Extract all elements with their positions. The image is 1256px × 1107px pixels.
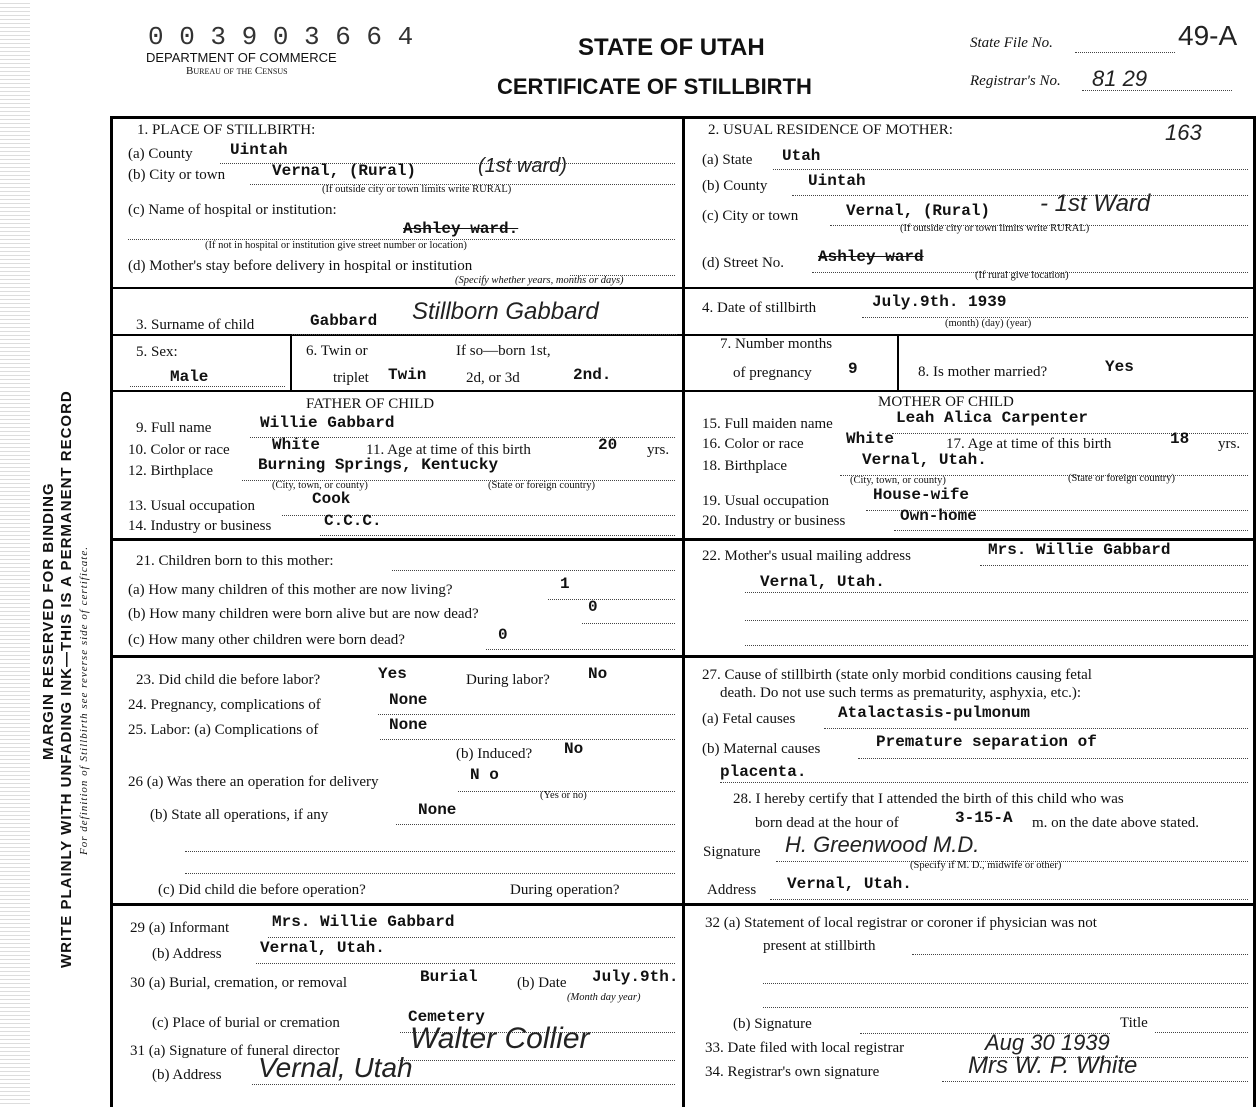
pregnancy-comp-value: None bbox=[389, 691, 428, 709]
cause-label-2: death. Do not use such terms as prematurity, asphyxia, etc.): bbox=[720, 685, 1082, 701]
bureau-name: Bureau of the Census bbox=[186, 65, 288, 77]
pregnancy-comp-label: 24. Pregnancy, complications of bbox=[128, 697, 321, 713]
sex-divider bbox=[290, 336, 292, 390]
preg-divider bbox=[897, 336, 899, 390]
place-stay-label: (d) Mother's stay before delivery in hospital or institution bbox=[128, 258, 473, 274]
row-divider-6 bbox=[110, 903, 1256, 906]
induced-label: (b) Induced? bbox=[456, 746, 533, 762]
die-before-op-label: (c) Did child die before operation? bbox=[158, 882, 366, 898]
mother-age-unit: yrs. bbox=[1218, 436, 1241, 452]
married-label: 8. Is mother married? bbox=[918, 364, 1048, 380]
residence-street-note: (If rural give location) bbox=[975, 270, 1069, 281]
order-value: 2nd. bbox=[573, 366, 612, 384]
registrar-signature-label: (b) Signature bbox=[733, 1016, 812, 1032]
father-birth-value: Burning Springs, Kentucky bbox=[258, 456, 499, 474]
registrar-statement-2: present at stillbirth bbox=[763, 938, 876, 954]
place-city-label: (b) City or town bbox=[128, 167, 226, 183]
date-value: July.9th. 1939 bbox=[872, 293, 1007, 311]
induced-value: No bbox=[564, 740, 584, 758]
father-occ-value: Cook bbox=[312, 490, 351, 508]
father-heading: FATHER OF CHILD bbox=[306, 396, 435, 412]
row-divider-1 bbox=[110, 287, 1256, 289]
sex-value: Male bbox=[170, 368, 209, 386]
mother-name-label: 15. Full maiden name bbox=[702, 416, 833, 432]
father-ind-value: C.C.C. bbox=[324, 512, 382, 530]
place-city-hand: (1st ward) bbox=[478, 155, 567, 177]
date-label: 4. Date of stillbirth bbox=[702, 300, 817, 316]
residence-city-label: (c) City or town bbox=[702, 208, 799, 224]
place-hospital-note: (If not in hospital or institution give street number or location) bbox=[205, 240, 467, 251]
place-city-value: Vernal, (Rural) bbox=[272, 162, 417, 180]
director-signature: Walter Collier bbox=[410, 1022, 590, 1055]
mother-color-label: 16. Color or race bbox=[702, 436, 804, 452]
mother-occ-label: 19. Usual occupation bbox=[702, 493, 830, 509]
row-divider-3 bbox=[110, 390, 1256, 392]
mother-age-label: 17. Age at time of this birth bbox=[946, 436, 1112, 452]
signature-note: (Specify if M. D., midwife or other) bbox=[910, 860, 1062, 871]
children-stillborn-label: (c) How many other children were born dead? bbox=[128, 632, 405, 648]
director-address-value: Vernal, Utah bbox=[258, 1052, 413, 1083]
director-label: 31 (a) Signature of funeral director bbox=[130, 1043, 340, 1059]
mother-ind-label: 20. Industry or business bbox=[702, 513, 846, 529]
mother-color-value: White bbox=[846, 430, 895, 448]
maternal-cause-value-2: placenta. bbox=[720, 763, 807, 781]
certify-hour: 3-15-A bbox=[955, 809, 1013, 827]
mailing-line2: Vernal, Utah. bbox=[760, 573, 885, 591]
burial-place-label: (c) Place of burial or cremation bbox=[152, 1015, 340, 1031]
state-file-value: 49-A bbox=[1178, 20, 1238, 51]
mailing-line1: Mrs. Willie Gabbard bbox=[988, 541, 1171, 559]
certify-line2b: m. on the date above stated. bbox=[1032, 815, 1200, 831]
residence-city-value: Vernal, (Rural) bbox=[846, 202, 991, 220]
mother-birth-note1: (City, town, or county) bbox=[850, 475, 946, 486]
pregnancy-label: of pregnancy bbox=[733, 365, 812, 381]
serial-number: 0 0 3 9 0 3 6 6 4 bbox=[148, 22, 414, 52]
months-label: 7. Number months bbox=[720, 336, 833, 352]
informant-value: Mrs. Willie Gabbard bbox=[272, 913, 455, 931]
before-labor-label: 23. Did child die before labor? bbox=[136, 672, 321, 688]
certify-address-label: Address bbox=[707, 882, 757, 898]
fetal-cause-label: (a) Fetal causes bbox=[702, 711, 796, 727]
operation-label: 26 (a) Was there an operation for delivery bbox=[128, 774, 379, 790]
surname-value: Gabbard bbox=[310, 312, 378, 330]
father-birth-label: 12. Birthplace bbox=[128, 463, 213, 479]
operations-label: (b) State all operations, if any bbox=[150, 807, 329, 823]
registrar-own-signature: Mrs W. P. White bbox=[968, 1052, 1138, 1079]
operations-value: None bbox=[418, 801, 457, 819]
father-name-value: Willie Gabbard bbox=[260, 414, 395, 432]
married-value: Yes bbox=[1105, 358, 1134, 376]
children-living-value: 1 bbox=[560, 575, 570, 593]
father-age-value: 20 bbox=[598, 436, 618, 454]
registrar-number-value: 81 29 bbox=[1092, 66, 1148, 91]
certify-line2a: born dead at the hour of bbox=[755, 815, 899, 831]
registrar-own-label: 34. Registrar's own signature bbox=[705, 1064, 880, 1080]
operation-value: N o bbox=[470, 766, 499, 784]
residence-county-value: Uintah bbox=[808, 172, 866, 190]
father-birth-note1: (City, town, or county) bbox=[272, 480, 368, 491]
burial-place-value: Cemetery bbox=[408, 1008, 485, 1026]
children-stillborn-value: 0 bbox=[498, 626, 508, 644]
twin-value: Twin bbox=[388, 366, 427, 384]
burial-date-label: (b) Date bbox=[517, 975, 567, 991]
die-during-op-label: During operation? bbox=[510, 882, 620, 898]
mother-birth-label: 18. Birthplace bbox=[702, 458, 787, 474]
place-heading: 1. PLACE OF STILLBIRTH: bbox=[137, 122, 316, 138]
operation-note: (Yes or no) bbox=[540, 790, 587, 801]
cause-label: 27. Cause of stillbirth (state only morbid conditions causing fetal bbox=[702, 667, 1092, 683]
residence-state-value: Utah bbox=[782, 147, 821, 165]
filed-value: Aug 30 1939 bbox=[985, 1030, 1110, 1055]
father-birth-note2: (State or foreign country) bbox=[488, 480, 596, 491]
place-county-label: (a) County bbox=[128, 146, 193, 162]
place-stay-note: (Specify whether years, months or days) bbox=[455, 275, 624, 286]
months-value: 9 bbox=[848, 360, 858, 378]
registrar-title-label: Title bbox=[1120, 1015, 1148, 1031]
sex-label: 5. Sex: bbox=[136, 344, 178, 360]
place-hospital-label: (c) Name of hospital or institution: bbox=[128, 202, 337, 218]
father-color-value: White bbox=[272, 436, 321, 454]
burial-date-value: July.9th. bbox=[592, 968, 679, 986]
residence-county-label: (b) County bbox=[702, 178, 768, 194]
mother-heading: MOTHER OF CHILD bbox=[878, 394, 1014, 410]
children-dead-label: (b) How many children were born alive but are now dead? bbox=[128, 606, 479, 622]
scribble-note: 163 bbox=[1165, 120, 1202, 145]
certify-line1: 28. I hereby certify that I attended the birth of this child who was bbox=[733, 791, 1124, 807]
outer-left-border bbox=[110, 116, 113, 1107]
order-label: 2d, or 3d bbox=[466, 370, 520, 386]
twin-if-label: If so—born 1st, bbox=[456, 343, 551, 359]
mother-age-value: 18 bbox=[1170, 430, 1190, 448]
margin-reserved-text: MARGIN RESERVED FOR BINDING bbox=[40, 482, 57, 760]
margin-definition-text: For definition of Stillbirth see reverse side of certificate. bbox=[78, 546, 90, 855]
center-divider bbox=[682, 116, 685, 1107]
department-name: DEPARTMENT OF COMMERCE bbox=[146, 50, 337, 65]
burial-date-note: (Month day year) bbox=[567, 992, 641, 1003]
surname-label: 3. Surname of child bbox=[136, 317, 255, 333]
mother-birth-note2: (State or foreign country) bbox=[1068, 473, 1176, 484]
during-labor-value: No bbox=[588, 665, 608, 683]
father-color-label: 10. Color or race bbox=[128, 442, 230, 458]
fetal-cause-value: Atalactasis-pulmonum bbox=[838, 704, 1031, 722]
during-labor-label: During labor? bbox=[466, 672, 550, 688]
place-city-note: (If outside city or town limits write RURAL) bbox=[322, 184, 512, 195]
informant-label: 29 (a) Informant bbox=[130, 920, 230, 936]
children-living-label: (a) How many children of this mother are now living? bbox=[128, 582, 453, 598]
state-title: STATE OF UTAH bbox=[578, 34, 765, 61]
informant-address-label: (b) Address bbox=[152, 946, 222, 962]
date-note: (month) (day) (year) bbox=[945, 318, 1032, 329]
residence-state-label: (a) State bbox=[702, 152, 753, 168]
physician-signature: H. Greenwood M.D. bbox=[785, 832, 980, 857]
burial-label: 30 (a) Burial, cremation, or removal bbox=[130, 975, 348, 991]
father-age-unit: yrs. bbox=[647, 442, 670, 458]
registrar-number-label: Registrar's No. bbox=[970, 73, 1061, 89]
twin-label: 6. Twin or bbox=[306, 343, 368, 359]
mother-birth-value: Vernal, Utah. bbox=[862, 451, 987, 469]
before-labor-value: Yes bbox=[378, 665, 407, 683]
father-ind-label: 14. Industry or business bbox=[128, 518, 272, 534]
triplet-label: triplet bbox=[333, 370, 369, 386]
margin-ink-text: WRITE PLAINLY WITH UNFADING INK—THIS IS A PERMANENT RECORD bbox=[58, 390, 75, 968]
certificate-title: CERTIFICATE OF STILLBIRTH bbox=[497, 74, 812, 99]
row-divider-5 bbox=[110, 655, 1256, 658]
place-county-value: Uintah bbox=[230, 141, 288, 159]
mailing-label: 22. Mother's usual mailing address bbox=[702, 548, 911, 564]
state-file-label: State File No. bbox=[970, 35, 1053, 51]
maternal-cause-value: Premature separation of bbox=[876, 733, 1097, 751]
children-heading: 21. Children born to this mother: bbox=[136, 553, 334, 569]
mother-occ-value: House-wife bbox=[873, 486, 970, 504]
place-hospital-value: Ashley ward. bbox=[403, 220, 519, 238]
certify-address-value: Vernal, Utah. bbox=[787, 875, 912, 893]
signature-label: Signature bbox=[703, 844, 761, 860]
residence-city-note: (If outside city or town limits write RURAL) bbox=[900, 223, 1090, 234]
father-occ-label: 13. Usual occupation bbox=[128, 498, 256, 514]
row-divider-2 bbox=[110, 334, 1256, 336]
mother-name-value: Leah Alica Carpenter bbox=[896, 409, 1089, 427]
father-age-label: 11. Age at time of this birth bbox=[366, 442, 531, 458]
mother-ind-value: Own-home bbox=[900, 507, 977, 525]
labor-comp-label: 25. Labor: (a) Complications of bbox=[128, 722, 319, 738]
burial-value: Burial bbox=[420, 968, 478, 986]
children-dead-value: 0 bbox=[588, 598, 598, 616]
director-address-label: (b) Address bbox=[152, 1067, 222, 1083]
filed-label: 33. Date filed with local registrar bbox=[705, 1040, 905, 1056]
labor-comp-value: None bbox=[389, 716, 428, 734]
residence-street-value: Ashley ward bbox=[818, 248, 924, 266]
registrar-statement: 32 (a) Statement of local registrar or coroner if physician was not bbox=[705, 915, 1097, 931]
informant-address-value: Vernal, Utah. bbox=[260, 939, 385, 957]
surname-hand: Stillborn Gabbard bbox=[412, 298, 599, 325]
binding-margin bbox=[0, 0, 30, 1107]
residence-city-hand: - 1st Ward bbox=[1040, 190, 1151, 217]
father-name-label: 9. Full name bbox=[136, 420, 212, 436]
residence-heading: 2. USUAL RESIDENCE OF MOTHER: bbox=[708, 122, 953, 138]
maternal-cause-label: (b) Maternal causes bbox=[702, 741, 821, 757]
residence-street-label: (d) Street No. bbox=[702, 255, 785, 271]
